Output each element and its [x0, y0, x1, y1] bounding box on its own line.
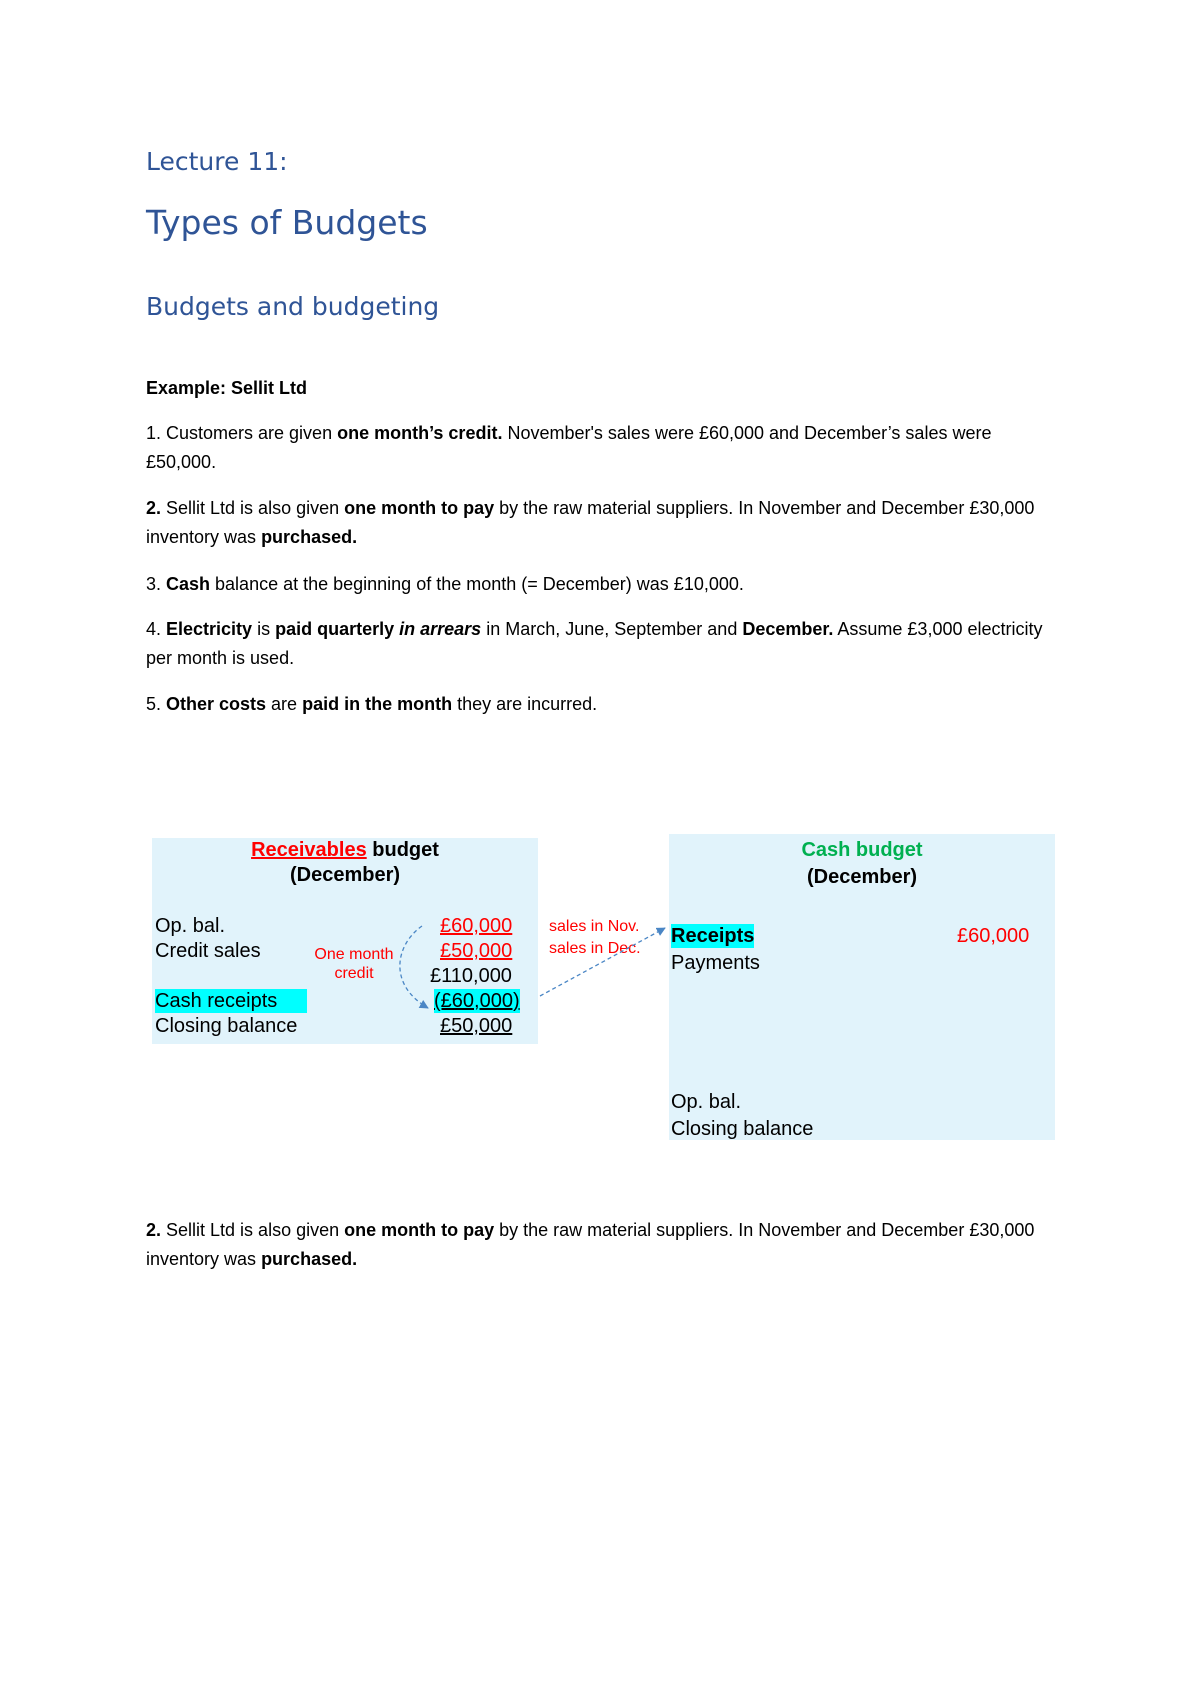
example-label: Example: Sellit Ltd [146, 378, 308, 398]
receivables-subtotal-value: £110,000 [430, 965, 512, 987]
point-3-bold: Cash [166, 574, 211, 594]
point-4-bold-3: December. [742, 619, 834, 639]
point-2-bold: one month to pay [344, 498, 495, 518]
point-3-text-c: balance at the beginning of the month (= December) was £10,000. [210, 574, 744, 594]
point-1-bold: one month’s credit. [337, 423, 503, 443]
point-3 [146, 570, 1066, 599]
point-4-bold-2: paid quarterly [275, 619, 395, 639]
receivables-op-bal-label: Op. bal. [155, 915, 226, 937]
receivables-title-red: Receivables [251, 839, 367, 861]
point-4-text-a: 4. [146, 619, 167, 639]
point-2 [146, 494, 1066, 552]
point-4-bold-1: Electricity [166, 619, 253, 639]
receivables-closing-value: £50,000 [440, 1015, 513, 1037]
point-5-text-a: 5. [146, 694, 167, 714]
cash-budget-period: (December) [806, 866, 918, 888]
cash-receipts-label: Receipts [671, 925, 755, 947]
receivables-op-bal-value: £60,000 [440, 915, 513, 937]
point-1 [146, 419, 1066, 477]
point-5-text-e: they are incurred. [452, 694, 598, 714]
one-month-credit-annotation [308, 945, 400, 983]
point-4-text-i: Assume £3,000 electricity per month is used. [146, 619, 1043, 668]
point-5-bold-1: Other costs [166, 694, 267, 714]
point-5-text-c: are [266, 694, 303, 714]
receivables-credit-sales-label: Credit sales [155, 940, 261, 962]
lecture-heading: Lecture 11: [146, 147, 288, 176]
point-2-repeat-bold-end: purchased. [261, 1249, 358, 1269]
middle-note-nov: sales in Nov. [549, 918, 640, 935]
annotation-line-2: credit [334, 965, 374, 982]
receivables-cash-receipts-label: Cash receipts [155, 989, 307, 1013]
point-4 [146, 615, 1066, 673]
point-2-text-c: by the raw material suppliers. In November and December £30,000 inventory was [146, 498, 1035, 547]
cash-receipts-value: £60,000 [957, 925, 1030, 947]
receivables-budget-title [152, 838, 538, 862]
point-2-repeat-bold: one month to pay [344, 1220, 495, 1240]
point-4-text-c: is [252, 619, 276, 639]
receivables-title-black: budget [366, 839, 439, 861]
annotation-line-1: One month [314, 946, 394, 963]
cash-closing-label: Closing balance [671, 1118, 814, 1140]
point-2-repeat-text-a: Sellit Ltd is also given [161, 1220, 345, 1240]
receivables-closing-label: Closing balance [155, 1015, 298, 1037]
point-2-repeat-text-c: by the raw material suppliers. In November and December £30,000 inventory was [146, 1220, 1035, 1269]
page-title: Types of Budgets [146, 203, 428, 242]
point-1-text-a: 1. Customers are given [146, 423, 338, 443]
point-1-text-c: November's sales were £60,000 and December’s sales were £50,000. [146, 423, 992, 472]
point-2-repeat [146, 1216, 1066, 1274]
point-5 [146, 690, 1066, 719]
section-heading: Budgets and budgeting [146, 292, 440, 321]
receivables-budget-period: (December) [289, 864, 401, 886]
cash-payments-label: Payments [671, 952, 760, 974]
point-4-italic: in arrears [399, 619, 482, 639]
point-2-number: 2. [146, 498, 162, 518]
cash-op-bal-label: Op. bal. [671, 1091, 742, 1113]
receivables-cash-receipts-value: (£60,000) [434, 990, 520, 1012]
cash-budget-title: Cash budget [801, 839, 923, 861]
point-2-repeat-number: 2. [146, 1220, 162, 1240]
point-4-text-g: in March, June, September and [481, 619, 743, 639]
point-5-bold-2: paid in the month [302, 694, 453, 714]
receivables-credit-sales-value: £50,000 [440, 940, 513, 962]
point-3-text-a: 3. [146, 574, 167, 594]
middle-note-dec: sales in Dec. [549, 940, 641, 957]
point-2-text-a: Sellit Ltd is also given [161, 498, 345, 518]
point-2-bold-end: purchased. [261, 527, 358, 547]
